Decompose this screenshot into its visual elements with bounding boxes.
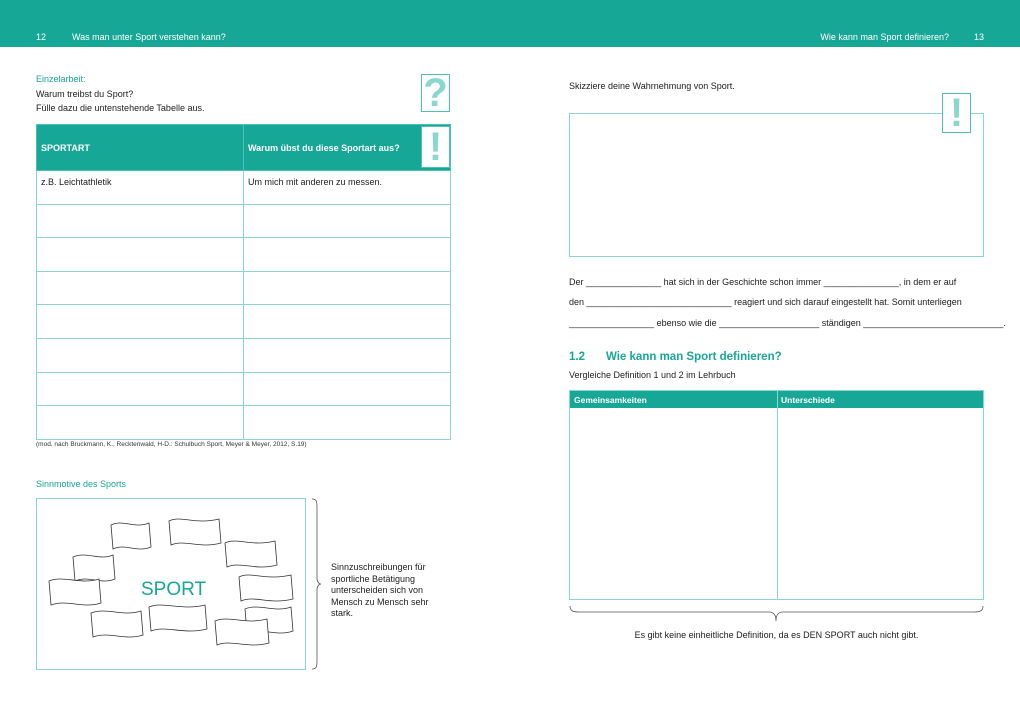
sinn-description: Sinnzuschreibungen für sportliche Betätigung unterscheiden sich von Mensch zu Mensch sehr stark. [331,562,429,618]
task-label: Einzelarbeit: [36,74,86,84]
page-header [0,0,1020,47]
header-unterschiede: Unterschiede [781,395,835,405]
table-row [37,171,451,205]
conclusion-text: Es gibt keine einheitliche Definition, da es DEN SPORT auch nicht gibt. [634,630,919,640]
table-row [37,204,451,238]
cloze-line[interactable]: den _____________________________ reagiert und sich darauf eingestellt hat. Somit unterliegen [569,297,962,307]
horizontal-brace [569,605,984,623]
flag-shape [169,519,221,545]
table-header-row [37,125,451,171]
sport-table [36,124,451,440]
flags-illustration [37,499,305,669]
table-cell[interactable] [37,204,244,238]
exclamation-icon: ! [942,93,971,133]
task-question: Warum treibst du Sport? [36,89,134,99]
exclamation-icon: ! [421,126,450,168]
table-row [37,271,451,305]
question-mark-icon: ? [421,74,450,112]
table-cell[interactable] [244,238,451,272]
flag-shape [49,579,101,605]
table-header-sportart: SPORTART [37,125,244,171]
flag-shape [91,611,143,637]
table-cell[interactable] [37,238,244,272]
table-cell[interactable] [37,372,244,406]
table-cell[interactable] [37,406,244,440]
flag-shape [239,575,293,601]
comparison-table [569,390,984,600]
right-page-number: 13 [973,32,984,42]
task-instruction: Fülle dazu die untenstehende Tabelle aus. [36,103,205,113]
sinnmotive-box [36,498,306,670]
table-cell[interactable] [37,271,244,305]
table-header-reason-label: Warum übst du diese Sportart aus? [248,142,400,153]
sport-word: SPORT [141,579,207,600]
sketch-area[interactable] [569,113,984,257]
flag-shape [225,541,277,567]
flag-shape [111,523,151,549]
column-divider [777,391,778,599]
flag-shape [215,619,269,645]
table-cell[interactable] [244,204,451,238]
left-page-number: 12 [36,32,47,42]
table-cell[interactable] [37,305,244,339]
table-header-reason [244,125,451,171]
table-row [37,305,451,339]
table-cell[interactable] [244,338,451,372]
table-cell[interactable] [244,372,451,406]
table-cell[interactable]: Um mich mit anderen zu messen. [244,171,451,205]
flag-shape [73,555,115,581]
source-citation: (mod. nach Bruckmann, K., Recktenwald, H-D.: Schulbuch Sport, Meyer & Meyer, 2012, S.19) [36,441,307,448]
right-running-title: Wie kann man Sport definieren? [820,32,949,42]
sinnmotive-title: Sinnmotive des Sports [36,479,127,489]
table-cell[interactable] [37,338,244,372]
sketch-prompt: Skizziere deine Wahrnehmung von Sport. [569,81,735,91]
section-heading [569,351,782,363]
table-row [37,372,451,406]
header-gemeinsamkeiten: Gemeinsamkeiten [574,395,647,405]
section-title: Wie kann man Sport definieren? [606,351,782,363]
cloze-line[interactable]: _________________ ebenso wie die ____________________ ständigen ____________________________. [569,318,1006,328]
vertical-brace [311,498,321,670]
table-row [37,406,451,440]
section-number: 1.2 [569,351,585,363]
compare-instruction: Vergleiche Definition 1 und 2 im Lehrbuch [569,370,736,380]
cloze-line[interactable]: Der _______________ hat sich in der Geschichte schon immer _______________, in dem er auf [569,277,957,287]
table-cell[interactable] [244,305,451,339]
flag-shape [149,605,207,631]
table-cell[interactable] [244,406,451,440]
table-row [37,338,451,372]
table-cell[interactable] [244,271,451,305]
table-cell[interactable]: z.B. Leichtathletik [37,171,244,205]
left-running-title: Was man unter Sport verstehen kann? [72,32,226,42]
table-row [37,238,451,272]
